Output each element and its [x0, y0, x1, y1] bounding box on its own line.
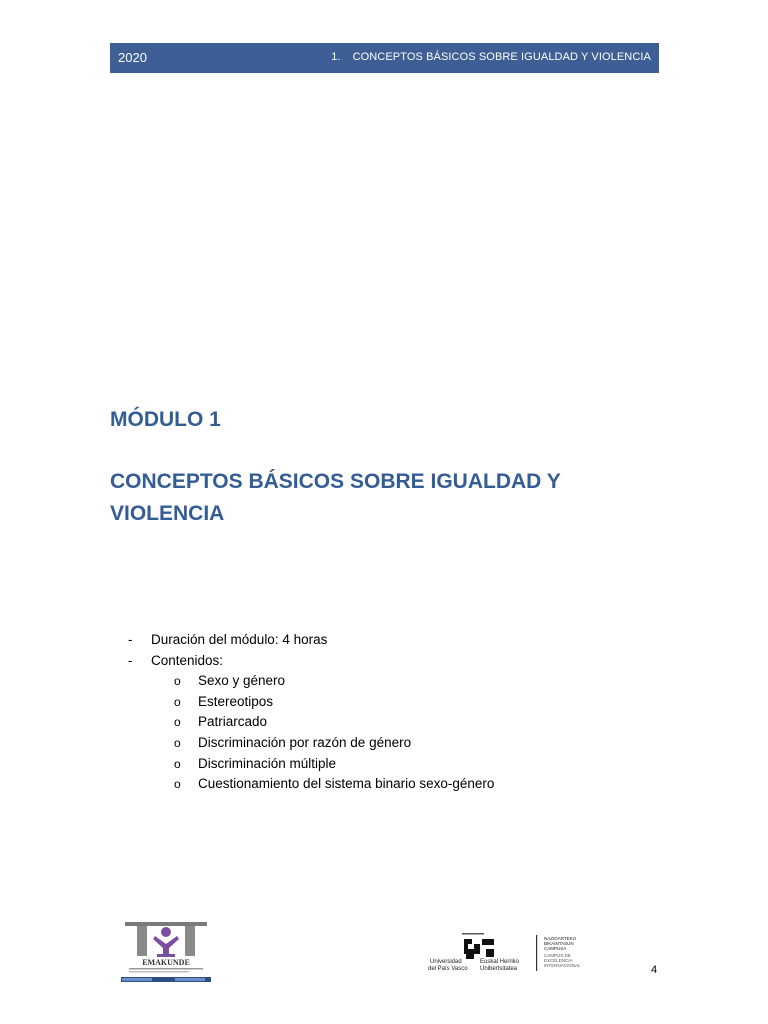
header-section-title: [331, 51, 651, 63]
circle-bullet-icon: o: [174, 735, 181, 750]
circle-bullet-icon: o: [174, 674, 181, 689]
page-number: 4: [651, 964, 658, 976]
module-details: [110, 630, 494, 795]
svg-text:NAZIOARTEKO: NAZIOARTEKO: [544, 936, 577, 941]
header-year: 2020: [118, 50, 147, 65]
circle-bullet-icon: o: [174, 694, 181, 709]
svg-text:del País Vasco: del País Vasco: [428, 966, 468, 972]
svg-text:Universidad: Universidad: [430, 959, 462, 965]
list-item: o Sexo y género: [110, 671, 494, 692]
duration-item: [110, 630, 494, 651]
emakunde-logo-text: EMAKUNDE: [142, 958, 190, 967]
list-item: o Discriminación por razón de género: [110, 733, 494, 754]
module-title: CONCEPTOS BÁSICOS SOBRE IGUALDAD Y VIOLENCIA: [110, 470, 561, 525]
list-item: o Discriminación múltiple: [110, 754, 494, 775]
svg-text:Unibertsitatea: Unibertsitatea: [480, 966, 518, 972]
svg-text:Euskal Herriko: Euskal Herriko: [480, 959, 520, 965]
emakunde-logo-icon: [117, 920, 215, 984]
list-item: o Estereotipos: [110, 692, 494, 713]
header-section-text: CONCEPTOS BÁSICOS SOBRE IGUALDAD Y VIOLENCIA: [352, 51, 651, 63]
dash-bullet: -: [128, 652, 133, 668]
circle-bullet-icon: o: [174, 715, 181, 730]
circle-bullet-icon: o: [174, 756, 181, 771]
contents-item: [110, 651, 494, 672]
duration-text: Duración del módulo: 4 horas: [151, 632, 328, 647]
page-header: [110, 43, 659, 73]
contents-list: [110, 671, 494, 795]
svg-text:CAMPUS DE: CAMPUS DE: [544, 953, 571, 958]
list-item: o Cuestionamiento del sistema binario sexo-género: [110, 774, 494, 795]
svg-text:BIKAINTASUN: BIKAINTASUN: [544, 941, 574, 946]
svg-text:CAMPUSA: CAMPUSA: [544, 946, 567, 951]
dash-bullet: -: [128, 632, 133, 647]
circle-bullet-icon: o: [174, 777, 181, 792]
module-label: MÓDULO 1: [110, 408, 221, 431]
svg-text:EXCELENCIA: EXCELENCIA: [544, 958, 573, 963]
list-item: o Patriarcado: [110, 712, 494, 733]
upv-ehu-logo-icon: [428, 933, 598, 975]
header-section-number: 1.: [331, 51, 341, 63]
svg-text:INTERNACIONAL: INTERNACIONAL: [544, 963, 581, 968]
contents-label: Contenidos:: [151, 652, 224, 668]
